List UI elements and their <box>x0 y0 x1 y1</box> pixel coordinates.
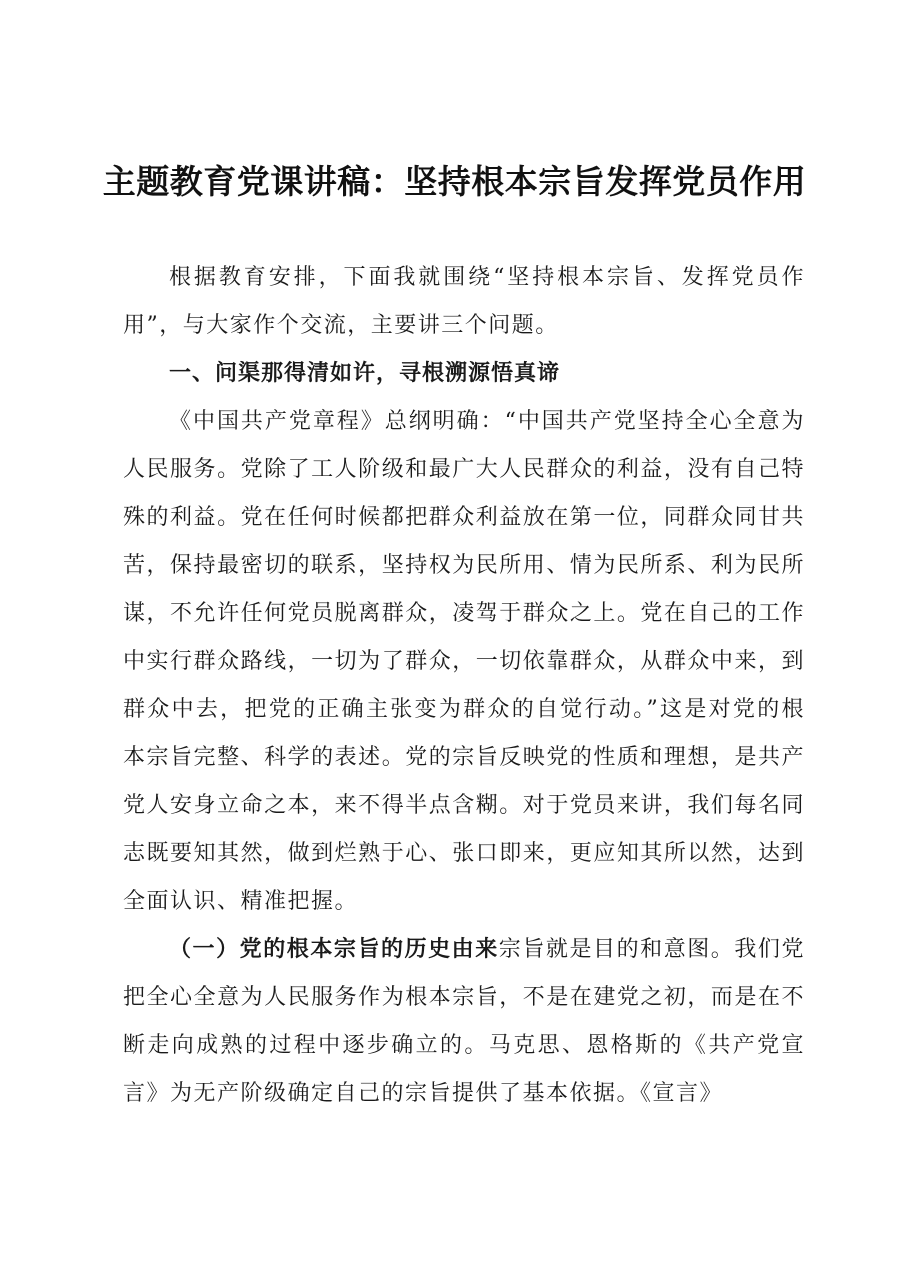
document-body <box>123 254 805 1118</box>
intro-paragraph: 根据教育安排，下面我就围绕“坚持根本宗旨、发挥党员作用”，与大家作个交流，主要讲三个问题。 <box>123 265 805 338</box>
subsection-text: 宗旨就是目的和意图。我们党把全心全意为人民服务作为根本宗旨，不是在建党之初，而是在不断走向成熟的过程中逐步确立的。马克思、恩格斯的《共产党宣言》为无产阶级确定自己的宗旨提供了基本依据。《宣言》 <box>123 937 805 1106</box>
subsection-heading: （一）党的根本宗旨的历史由来 <box>169 937 499 962</box>
section-heading: 一、问渠那得清如许，寻根溯源悟真谛 <box>169 361 561 386</box>
document-title: 主题教育党课讲稿：坚持根本宗旨发挥党员作用 <box>102 162 807 201</box>
subsection-paragraph <box>123 926 805 1118</box>
section-paragraph: 《中国共产党章程》总纲明确：“中国共产党坚持全心全意为人民服务。党除了工人阶级和最广大人民群众的利益，没有自己特殊的利益。党在任何时候都把群众利益放在第一位，同群众同甘共苦，保持最密切的联系，坚持权为民所用、情为民所系、利为民所谋，不允许任何党员脱离群众，凌驾于群众之上。党在自己的工作中实行群众路线，一切为了群众，一切依靠群众，从群众中来，到群众中去，把党的正确主张变为群众的自觉行动。”这是对党的根本宗旨完整、科学的表述。党的宗旨反映党的性质和理想，是共产党人安身立命之本，来不得半点含糊。对于党员来讲，我们每名同志既要知其然，做到烂熟于心、张口即来，更应知其所以然，达到全面认识、精准把握。 <box>123 409 805 914</box>
